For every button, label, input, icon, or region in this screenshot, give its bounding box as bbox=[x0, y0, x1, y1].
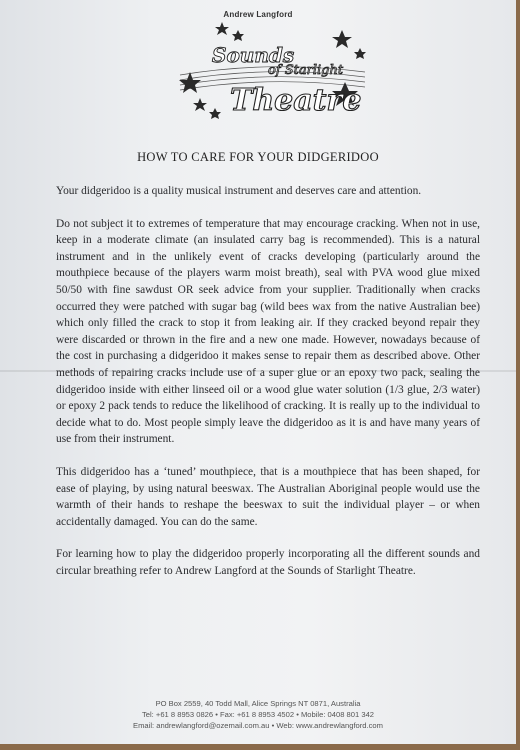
contact-footer bbox=[0, 698, 516, 731]
paragraph-learning: For learning how to play the didgeridoo properly incorporating all the different sounds and circular breathing refer to Andrew Langford at the Sounds of Starlight Theatre. bbox=[56, 548, 480, 577]
star-icon bbox=[209, 108, 221, 119]
footer-phones: Tel: +61 8 8953 0826 • Fax: +61 8 8953 4502 • Mobile: 0408 801 342 bbox=[141, 710, 375, 719]
paragraph-mouthpiece: This didgeridoo has a ‘tuned’ mouthpiece, that is a mouthpiece that has been shaped, for ease of playing, by using natural beeswax. The Australian Aboriginal people would use the warmth of their hands to reshape the beeswax to suit the individual player – or when accidentally damaged. You can do the same. bbox=[56, 465, 480, 528]
document-title: HOW TO CARE FOR YOUR DIDGERIDOO bbox=[137, 150, 379, 164]
paragraph-care: Do not subject it to extremes of temperature that may encourage cracking. When not in use, keep in a moderate climate (an insulated carry bag is recommended). This is a natural instrument and in the unlikely event of cracks developing (particularly around the mouthpiece because of the players warm moist breath), seal with PVA wood glue mixed 50/50 with fine sawdust OR seek advice from your supplier. Traditionally when cracks occurred they were patched with sugar bag (wild bees wax from the native Australian bee) which only filled the crack to stop it from leaking air. If they cracked beyond repair they were discarded or thrown in the fire and a new one made. However, nowadays because of the cost in purchasing a didgeridoo it makes sense to repair them as described above. Other methods of repairing cracks include use of a super glue or an epoxy two pack, sealing the didgeridoo inside with either linseed oil or a wood glue water solution (1/3 glue, 2/3 water) or epoxy 2 pack tends to reduce the likelihood of cracking. It is really up to the individual to decide what to do. Most people simply leave the didgeridoo as it is and have many years of use from their instrument. bbox=[56, 217, 480, 446]
theatre-logo bbox=[160, 20, 380, 120]
footer-contact: Email: andrewlangford@ozemail.com.au • Web: www.andrewlangford.com bbox=[133, 721, 383, 730]
paragraph-intro: Your didgeridoo is a quality musical instrument and deserves care and attention. bbox=[56, 185, 422, 197]
star-icon bbox=[232, 30, 244, 41]
document-body bbox=[56, 183, 480, 595]
theatre-logo-graphic bbox=[160, 20, 380, 120]
footer-address: PO Box 2559, 40 Todd Mall, Alice Springs NT 0871, Australia bbox=[155, 699, 361, 708]
svg-text:Sounds: Sounds bbox=[212, 43, 295, 67]
star-icon bbox=[215, 22, 229, 35]
svg-text:of Starlight: of Starlight bbox=[268, 63, 344, 78]
author-name: Andrew Langford bbox=[223, 10, 293, 19]
star-icon bbox=[193, 98, 207, 111]
svg-text:Theatre: Theatre bbox=[230, 83, 362, 118]
star-icon bbox=[332, 30, 352, 48]
star-icon bbox=[354, 48, 366, 59]
